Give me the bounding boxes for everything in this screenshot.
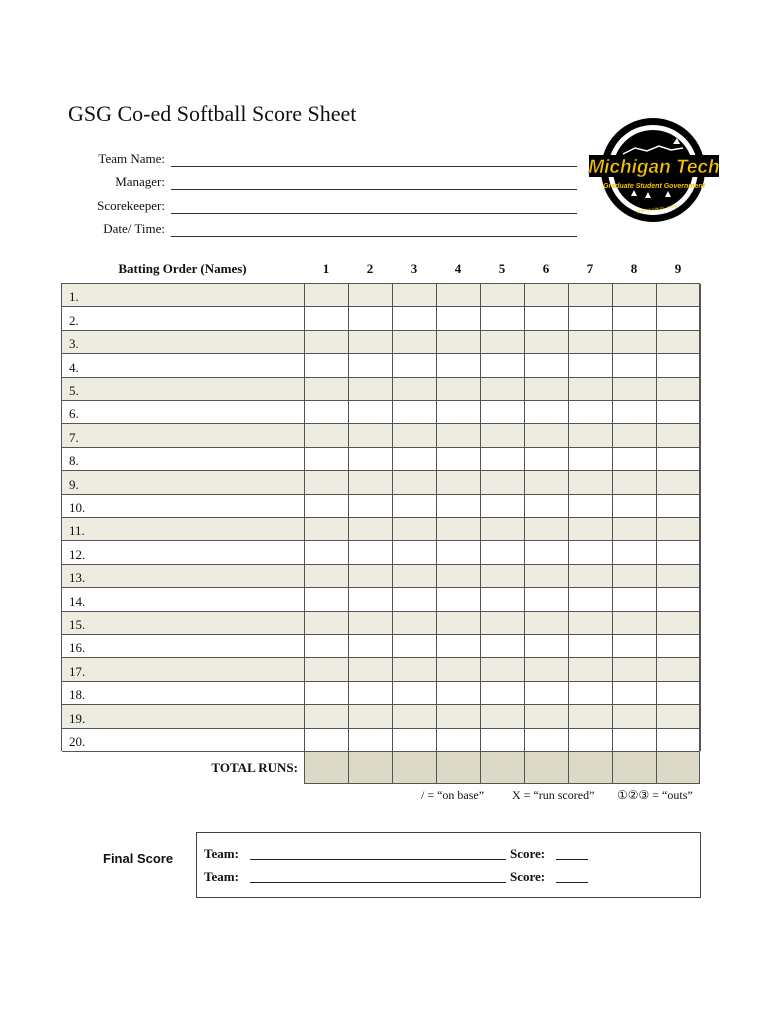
inning-header-3: 3	[410, 261, 418, 276]
final-score-label: Final Score	[103, 851, 174, 866]
batting-order-number[interactable]: 4.	[69, 359, 79, 375]
score-cell[interactable]	[393, 354, 437, 376]
score-cell[interactable]	[525, 354, 569, 376]
score-cell[interactable]	[569, 729, 613, 751]
batting-order-number[interactable]: 19.	[69, 710, 86, 726]
score-cell[interactable]	[349, 612, 393, 634]
table-row	[62, 495, 699, 518]
batting-order-number[interactable]: 7.	[69, 429, 79, 445]
inning-header-4: 4	[454, 261, 462, 276]
total-cell-divider	[436, 751, 437, 784]
batting-order-header: Batting Order (Names)	[118, 261, 247, 276]
batting-order-number[interactable]: 2.	[69, 312, 79, 328]
score-cell[interactable]	[349, 378, 393, 400]
score-cell[interactable]	[525, 588, 569, 610]
score-cell[interactable]	[305, 284, 349, 306]
batting-order-number[interactable]: 12.	[69, 546, 86, 562]
column-divider	[348, 284, 349, 751]
score-cell[interactable]	[437, 471, 481, 493]
score-cell[interactable]	[393, 682, 437, 704]
score-cell[interactable]	[525, 729, 569, 751]
score-cell[interactable]	[657, 705, 701, 727]
score-cell[interactable]	[569, 705, 613, 727]
score-cell[interactable]	[569, 658, 613, 680]
score-cell[interactable]	[305, 518, 349, 540]
score-cell[interactable]	[613, 495, 657, 517]
score-cell[interactable]	[569, 307, 613, 329]
score-cell[interactable]	[613, 729, 657, 751]
score-cell[interactable]	[569, 518, 613, 540]
score-cell[interactable]	[349, 284, 393, 306]
score-grid	[61, 283, 700, 751]
total-cell-divider	[480, 751, 481, 784]
score-cell[interactable]	[569, 682, 613, 704]
scorekeeper-field	[0, 198, 165, 218]
score-cell[interactable]	[525, 518, 569, 540]
total-cell-divider	[656, 751, 657, 784]
score-cell[interactable]	[305, 401, 349, 423]
score-cell[interactable]	[657, 541, 701, 563]
score-cell[interactable]	[349, 448, 393, 470]
table-row	[62, 635, 699, 658]
score-cell[interactable]	[437, 284, 481, 306]
score-cell[interactable]	[481, 541, 525, 563]
score-cell[interactable]	[349, 331, 393, 353]
total-runs-label: TOTAL RUNS:	[211, 760, 298, 775]
score-cell[interactable]	[613, 682, 657, 704]
batting-order-number[interactable]: 13.	[69, 570, 86, 586]
score-cell[interactable]	[481, 495, 525, 517]
score-1-label: Score:	[510, 846, 546, 861]
score-cell[interactable]	[481, 518, 525, 540]
table-row	[62, 565, 699, 588]
score-cell[interactable]	[481, 424, 525, 446]
score-cell[interactable]	[613, 424, 657, 446]
table-row	[62, 612, 699, 635]
score-cell[interactable]	[525, 705, 569, 727]
table-row	[62, 705, 699, 728]
batting-order-number[interactable]: 10.	[69, 499, 86, 515]
score-cell[interactable]	[393, 565, 437, 587]
score-cell[interactable]	[525, 565, 569, 587]
svg-text:grad students, unite: grad students, unite	[636, 203, 678, 214]
score-cell[interactable]	[305, 331, 349, 353]
table-row	[62, 284, 699, 307]
score-cell[interactable]	[657, 658, 701, 680]
score-cell[interactable]	[305, 354, 349, 376]
score-cell[interactable]	[525, 471, 569, 493]
score-cell[interactable]	[305, 471, 349, 493]
score-cell[interactable]	[613, 331, 657, 353]
score-cell[interactable]	[481, 658, 525, 680]
score-cell[interactable]	[569, 284, 613, 306]
score-cell[interactable]	[437, 307, 481, 329]
score-cell[interactable]	[569, 331, 613, 353]
score-cell[interactable]	[437, 658, 481, 680]
score-cell[interactable]	[569, 448, 613, 470]
score-cell[interactable]	[613, 448, 657, 470]
score-cell[interactable]	[613, 705, 657, 727]
score-cell[interactable]	[305, 565, 349, 587]
table-row	[62, 729, 699, 752]
column-divider	[568, 284, 569, 751]
team-name-label: Team Name:	[98, 151, 165, 166]
score-cell[interactable]	[525, 541, 569, 563]
batting-order-number[interactable]: 1.	[69, 289, 79, 305]
score-cell[interactable]	[657, 729, 701, 751]
date-time-label: Date/ Time:	[103, 221, 165, 236]
score-cell[interactable]	[481, 448, 525, 470]
score-cell[interactable]	[613, 378, 657, 400]
score-cell[interactable]	[657, 307, 701, 329]
score-cell[interactable]	[349, 495, 393, 517]
score-cell[interactable]	[349, 541, 393, 563]
score-2-label: Score:	[510, 869, 546, 884]
score-cell[interactable]	[481, 682, 525, 704]
score-cell[interactable]	[305, 424, 349, 446]
score-cell[interactable]	[305, 729, 349, 751]
score-cell[interactable]	[437, 612, 481, 634]
score-cell[interactable]	[481, 612, 525, 634]
score-cell[interactable]	[613, 354, 657, 376]
score-cell[interactable]	[437, 448, 481, 470]
table-row	[62, 471, 699, 494]
team-name-field	[0, 151, 165, 171]
score-cell[interactable]	[305, 658, 349, 680]
score-cell[interactable]	[613, 541, 657, 563]
score-cell[interactable]	[349, 424, 393, 446]
manager-field	[0, 174, 165, 194]
score-cell[interactable]	[481, 354, 525, 376]
total-cell-divider	[348, 751, 349, 784]
inning-header-9: 9	[674, 261, 682, 276]
score-cell[interactable]	[349, 518, 393, 540]
score-cell[interactable]	[349, 705, 393, 727]
score-cell[interactable]	[437, 354, 481, 376]
batting-order-number[interactable]: 8.	[69, 453, 79, 469]
score-cell[interactable]	[481, 284, 525, 306]
score-cell[interactable]	[481, 331, 525, 353]
score-cell[interactable]	[305, 378, 349, 400]
score-cell[interactable]	[657, 284, 701, 306]
team-name-line[interactable]	[171, 166, 577, 167]
score-cell[interactable]	[525, 378, 569, 400]
score-cell[interactable]	[305, 307, 349, 329]
score-cell[interactable]	[525, 284, 569, 306]
inning-header-8: 8	[630, 261, 638, 276]
score-cell[interactable]	[393, 588, 437, 610]
score-cell[interactable]	[393, 401, 437, 423]
score-cell[interactable]	[305, 588, 349, 610]
table-row	[62, 682, 699, 705]
table-row	[62, 378, 699, 401]
score-cell[interactable]	[437, 682, 481, 704]
score-cell[interactable]	[305, 448, 349, 470]
score-cell[interactable]	[525, 307, 569, 329]
score-cell[interactable]	[349, 658, 393, 680]
table-row	[62, 588, 699, 611]
svg-text:Graduate Student Government: Graduate Student Government	[603, 183, 705, 190]
score-cell[interactable]	[437, 495, 481, 517]
inning-header-1: 1	[322, 261, 330, 276]
score-cell[interactable]	[569, 354, 613, 376]
scorekeeper-line[interactable]	[171, 213, 577, 214]
score-cell[interactable]	[525, 401, 569, 423]
score-cell[interactable]	[305, 495, 349, 517]
score-cell[interactable]	[393, 307, 437, 329]
score-cell[interactable]	[613, 471, 657, 493]
score-cell[interactable]	[525, 424, 569, 446]
batting-order-number[interactable]: 20.	[69, 733, 86, 749]
column-divider	[700, 284, 701, 751]
legend-outs: ①②③ = “outs”	[617, 788, 693, 802]
score-cell[interactable]	[613, 612, 657, 634]
batting-order-number[interactable]: 16.	[69, 640, 86, 656]
date-time-line[interactable]	[171, 236, 577, 237]
batting-order-number[interactable]: 14.	[69, 593, 86, 609]
score-cell[interactable]	[349, 682, 393, 704]
score-cell[interactable]	[481, 471, 525, 493]
column-divider	[304, 284, 305, 751]
score-cell[interactable]	[613, 588, 657, 610]
michigan-tech-logo	[587, 118, 721, 222]
score-cell[interactable]	[657, 448, 701, 470]
score-1-line[interactable]	[556, 859, 588, 860]
inning-header-5: 5	[498, 261, 506, 276]
page-title: GSG Co-ed Softball Score Sheet	[68, 101, 357, 126]
total-cell-divider	[568, 751, 569, 784]
score-cell[interactable]	[349, 565, 393, 587]
score-cell[interactable]	[657, 471, 701, 493]
score-cell[interactable]	[349, 307, 393, 329]
score-cell[interactable]	[349, 401, 393, 423]
score-cell[interactable]	[393, 541, 437, 563]
score-cell[interactable]	[393, 471, 437, 493]
legend-run-scored: X = “run scored”	[512, 788, 595, 802]
score-cell[interactable]	[481, 729, 525, 751]
score-cell[interactable]	[569, 495, 613, 517]
team-2-line[interactable]	[250, 882, 506, 883]
final-score-box	[196, 832, 701, 898]
total-cell-divider	[392, 751, 393, 784]
manager-line[interactable]	[171, 189, 577, 190]
score-cell[interactable]	[525, 331, 569, 353]
score-cell[interactable]	[481, 565, 525, 587]
score-cell[interactable]	[393, 331, 437, 353]
score-cell[interactable]	[657, 682, 701, 704]
column-divider	[524, 284, 525, 751]
score-cell[interactable]	[393, 635, 437, 657]
score-cell[interactable]	[349, 354, 393, 376]
table-row	[62, 401, 699, 424]
score-cell[interactable]	[657, 518, 701, 540]
manager-label: Manager:	[115, 174, 165, 189]
column-divider	[612, 284, 613, 751]
batting-order-number[interactable]: 18.	[69, 687, 86, 703]
date-time-field	[0, 221, 165, 241]
batting-order-number[interactable]: 15.	[69, 616, 86, 632]
score-cell[interactable]	[569, 401, 613, 423]
score-cell[interactable]	[569, 588, 613, 610]
score-cell[interactable]	[481, 378, 525, 400]
score-cell[interactable]	[613, 401, 657, 423]
score-cell[interactable]	[525, 612, 569, 634]
column-divider	[480, 284, 481, 751]
score-cell[interactable]	[481, 307, 525, 329]
score-cell[interactable]	[393, 658, 437, 680]
score-cell[interactable]	[525, 635, 569, 657]
score-cell[interactable]	[437, 541, 481, 563]
score-cell[interactable]	[525, 448, 569, 470]
score-cell[interactable]	[481, 635, 525, 657]
score-cell[interactable]	[613, 635, 657, 657]
score-cell[interactable]	[525, 658, 569, 680]
score-cell[interactable]	[305, 635, 349, 657]
score-cell[interactable]	[569, 635, 613, 657]
score-cell[interactable]	[437, 401, 481, 423]
column-divider	[436, 284, 437, 751]
score-cell[interactable]	[525, 495, 569, 517]
score-cell[interactable]	[657, 401, 701, 423]
score-cell[interactable]	[437, 635, 481, 657]
table-row	[62, 331, 699, 354]
score-cell[interactable]	[613, 658, 657, 680]
total-cell-divider	[612, 751, 613, 784]
score-cell[interactable]	[569, 612, 613, 634]
score-cell[interactable]	[305, 541, 349, 563]
legend-on-base: / = “on base”	[421, 788, 485, 802]
table-row	[62, 541, 699, 564]
table-row	[62, 658, 699, 681]
score-cell[interactable]	[657, 424, 701, 446]
score-cell[interactable]	[437, 424, 481, 446]
svg-text:Michigan Tech: Michigan Tech	[588, 157, 720, 178]
score-cell[interactable]	[437, 729, 481, 751]
score-cell[interactable]	[657, 378, 701, 400]
score-cell[interactable]	[305, 705, 349, 727]
score-cell[interactable]	[569, 565, 613, 587]
batting-order-number[interactable]: 9.	[69, 476, 79, 492]
table-row	[62, 307, 699, 330]
score-cell[interactable]	[437, 331, 481, 353]
score-cell[interactable]	[349, 729, 393, 751]
score-cell[interactable]	[569, 378, 613, 400]
column-divider	[656, 284, 657, 751]
score-cell[interactable]	[393, 495, 437, 517]
score-cell[interactable]	[393, 424, 437, 446]
score-cell[interactable]	[613, 284, 657, 306]
score-cell[interactable]	[393, 284, 437, 306]
score-cell[interactable]	[613, 565, 657, 587]
score-cell[interactable]	[349, 471, 393, 493]
team-1-label: Team:	[204, 846, 239, 861]
score-cell[interactable]	[657, 588, 701, 610]
score-cell[interactable]	[613, 518, 657, 540]
score-cell[interactable]	[481, 588, 525, 610]
score-cell[interactable]	[349, 588, 393, 610]
score-cell[interactable]	[393, 378, 437, 400]
score-cell[interactable]	[569, 541, 613, 563]
score-cell[interactable]	[481, 705, 525, 727]
score-cell[interactable]	[437, 588, 481, 610]
total-runs-row	[304, 751, 700, 784]
inning-header-6: 6	[542, 261, 550, 276]
score-cell[interactable]	[393, 705, 437, 727]
inning-header-2: 2	[366, 261, 374, 276]
score-cell[interactable]	[437, 518, 481, 540]
batting-order-number[interactable]: 3.	[69, 336, 79, 352]
table-row	[62, 424, 699, 447]
score-cell[interactable]	[437, 705, 481, 727]
score-cell[interactable]	[657, 635, 701, 657]
score-cell[interactable]	[657, 495, 701, 517]
score-cell[interactable]	[393, 612, 437, 634]
score-2-line[interactable]	[556, 882, 588, 883]
score-cell[interactable]	[569, 471, 613, 493]
score-cell[interactable]	[393, 448, 437, 470]
batting-order-number[interactable]: 5.	[69, 382, 79, 398]
score-cell[interactable]	[657, 612, 701, 634]
score-cell[interactable]	[657, 565, 701, 587]
total-cell-divider	[524, 751, 525, 784]
inning-header-7: 7	[586, 261, 594, 276]
scorekeeper-label: Scorekeeper:	[97, 198, 165, 213]
score-cell[interactable]	[349, 635, 393, 657]
score-cell[interactable]	[393, 729, 437, 751]
score-cell[interactable]	[481, 401, 525, 423]
table-row	[62, 518, 699, 541]
score-cell[interactable]	[393, 518, 437, 540]
table-row	[62, 354, 699, 377]
team-2-label: Team:	[204, 869, 239, 884]
table-row	[62, 448, 699, 471]
batting-order-number[interactable]: 11.	[69, 523, 85, 539]
score-cell[interactable]	[437, 565, 481, 587]
batting-order-number[interactable]: 6.	[69, 406, 79, 422]
column-divider	[392, 284, 393, 751]
score-cell[interactable]	[525, 682, 569, 704]
score-cell[interactable]	[437, 378, 481, 400]
batting-order-number[interactable]: 17.	[69, 663, 86, 679]
score-cell[interactable]	[569, 424, 613, 446]
score-cell[interactable]	[305, 682, 349, 704]
score-cell[interactable]	[657, 354, 701, 376]
score-cell[interactable]	[657, 331, 701, 353]
score-cell[interactable]	[305, 612, 349, 634]
team-1-line[interactable]	[250, 859, 506, 860]
score-cell[interactable]	[613, 307, 657, 329]
